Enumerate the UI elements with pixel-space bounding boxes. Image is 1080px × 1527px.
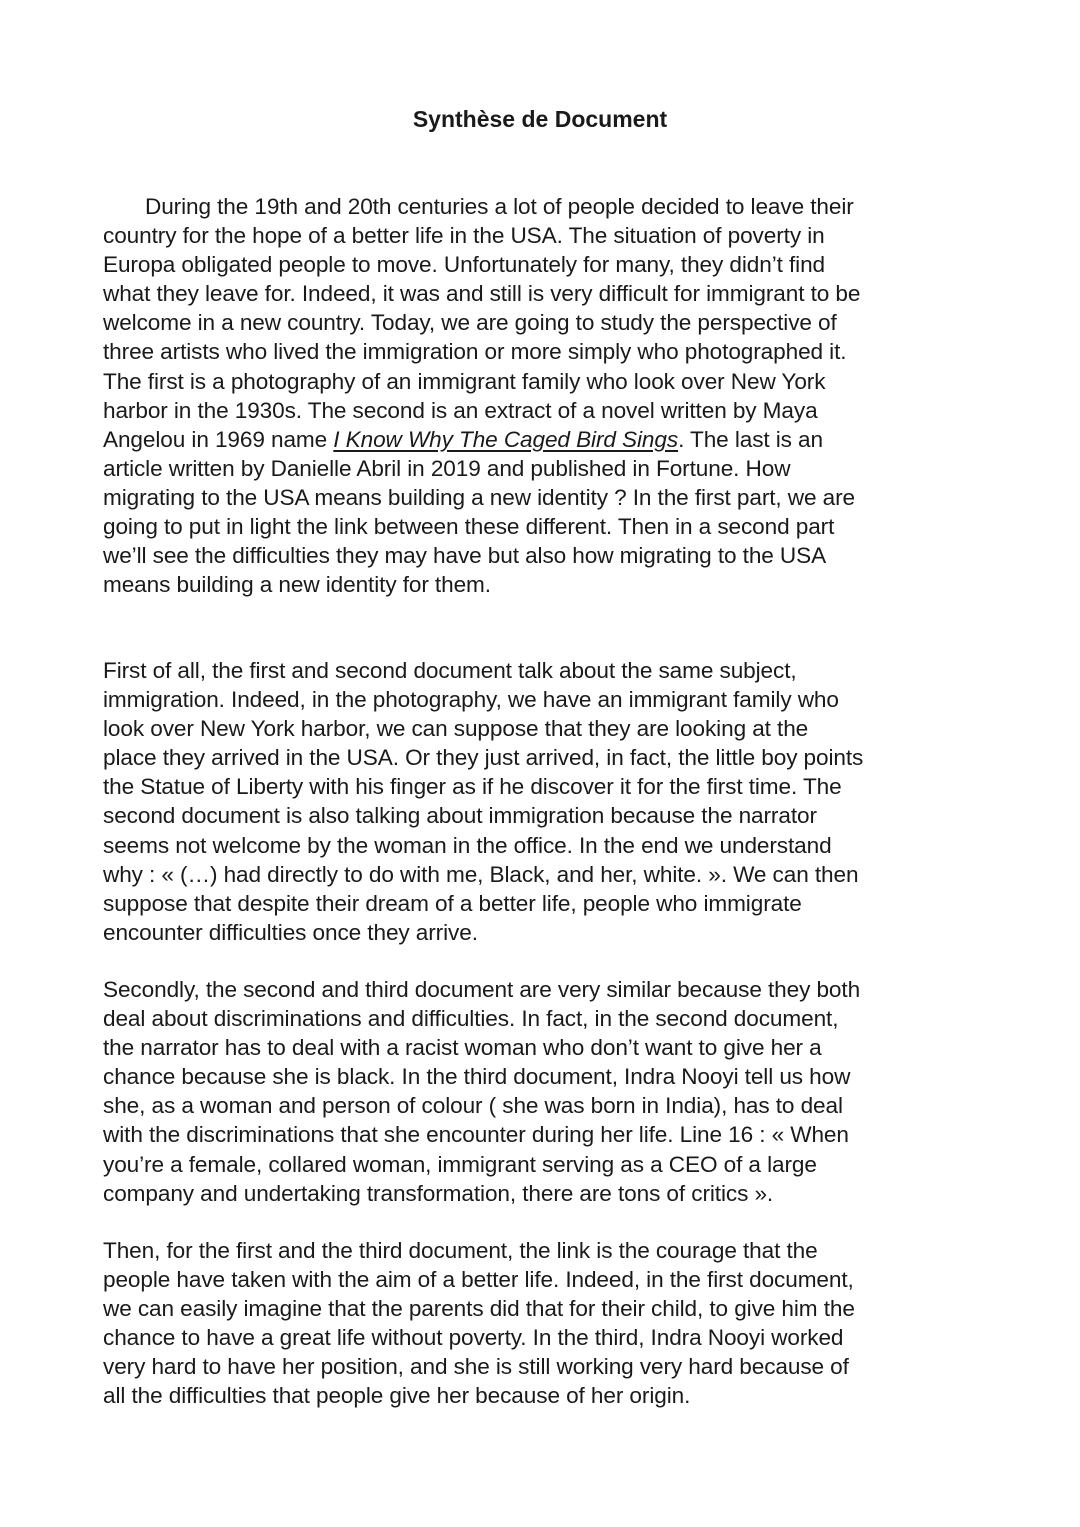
text-fragment: Angelou in 1969 name xyxy=(103,426,334,452)
paragraph-then xyxy=(103,1236,983,1411)
paragraph-introduction xyxy=(103,192,983,599)
text-line: place they arrived in the USA. Or they just arrived, in fact, the little boy points xyxy=(103,745,864,771)
text-line: Secondly, the second and third document are very similar because they both xyxy=(103,977,861,1002)
text-line: she, as a woman and person of colour ( she was born in India), has to deal xyxy=(103,1093,843,1119)
text-line: suppose that despite their dream of a better life, people who immigrate xyxy=(103,890,802,916)
book-title-link[interactable]: I Know Why The Caged Bird Sings xyxy=(333,426,679,452)
text-line: going to put in light the link between these different. Then in a second part xyxy=(103,514,835,540)
text-line: deal about discriminations and difficulties. In fact, in the second document, xyxy=(103,1006,839,1032)
paragraph-secondly xyxy=(103,975,983,1208)
text-line: The first is a photography of an immigrant family who look over New York xyxy=(103,368,826,394)
text-line: second document is also talking about immigration because the narrator xyxy=(103,803,817,829)
document-title: Synthèse de Document xyxy=(412,106,668,132)
text-line: people have taken with the aim of a better life. Indeed, in the first document, xyxy=(103,1267,854,1293)
text-line: all the difficulties that people give her because of her origin. xyxy=(103,1383,691,1409)
text-line: welcome in a new country. Today, we are going to study the perspective of xyxy=(103,310,837,336)
text-line-with-book-title xyxy=(103,425,983,454)
text-line: what they leave for. Indeed, it was and still is very difficult for immigrant to be xyxy=(103,281,861,307)
text-line: the Statue of Liberty with his finger as if he discover it for the first time. The xyxy=(103,774,842,800)
text-line: Europa obligated people to move. Unfortunately for many, they didn’t find xyxy=(103,252,825,278)
paragraph-first-of-all xyxy=(103,656,983,947)
text-line: immigration. Indeed, in the photography, we have an immigrant family who xyxy=(103,687,839,713)
text-line: means building a new identity for them. xyxy=(103,572,491,598)
text-line: chance because she is black. In the third document, Indra Nooyi tell us how xyxy=(103,1064,851,1090)
text-line: look over New York harbor, we can suppose that they are looking at the xyxy=(103,716,809,742)
text-line: harbor in the 1930s. The second is an extract of a novel written by Maya xyxy=(103,397,818,423)
text-line: First of all, the first and second document talk about the same subject, xyxy=(103,658,797,683)
text-line: we’ll see the difficulties they may have but also how migrating to the USA xyxy=(103,543,827,569)
text-line: migrating to the USA means building a new identity ? In the first part, we are xyxy=(103,484,856,510)
text-line: the narrator has to deal with a racist woman who don’t want to give her a xyxy=(103,1035,822,1061)
text-fragment: . The last is an xyxy=(678,426,823,452)
text-line: chance to have a great life without poverty. In the third, Indra Nooyi worked xyxy=(103,1325,844,1351)
text-line: article written by Danielle Abril in 2019 and published in Fortune. How xyxy=(103,455,791,481)
text-line: company and undertaking transformation, there are tons of critics ». xyxy=(103,1180,774,1206)
text-line: During the 19th and 20th centuries a lot of people decided to leave their xyxy=(145,194,854,219)
text-line: seems not welcome by the woman in the office. In the end we understand xyxy=(103,832,832,858)
text-line: why : « (…) had directly to do with me, Black, and her, white. ». We can then xyxy=(103,861,859,887)
text-line: with the discriminations that she encounter during her life. Line 16 : « When xyxy=(103,1122,849,1148)
text-line: Then, for the first and the third document, the link is the courage that the xyxy=(103,1238,818,1263)
text-line: encounter difficulties once they arrive. xyxy=(103,919,478,945)
text-line: you’re a female, collared woman, immigrant serving as a CEO of a large xyxy=(103,1151,817,1177)
text-line: we can easily imagine that the parents did that for their child, to give him the xyxy=(103,1296,855,1322)
text-line: country for the hope of a better life in the USA. The situation of poverty in xyxy=(103,223,825,249)
text-line: very hard to have her position, and she is still working very hard because of xyxy=(103,1354,849,1380)
text-line: three artists who lived the immigration or more simply who photographed it. xyxy=(103,339,847,365)
